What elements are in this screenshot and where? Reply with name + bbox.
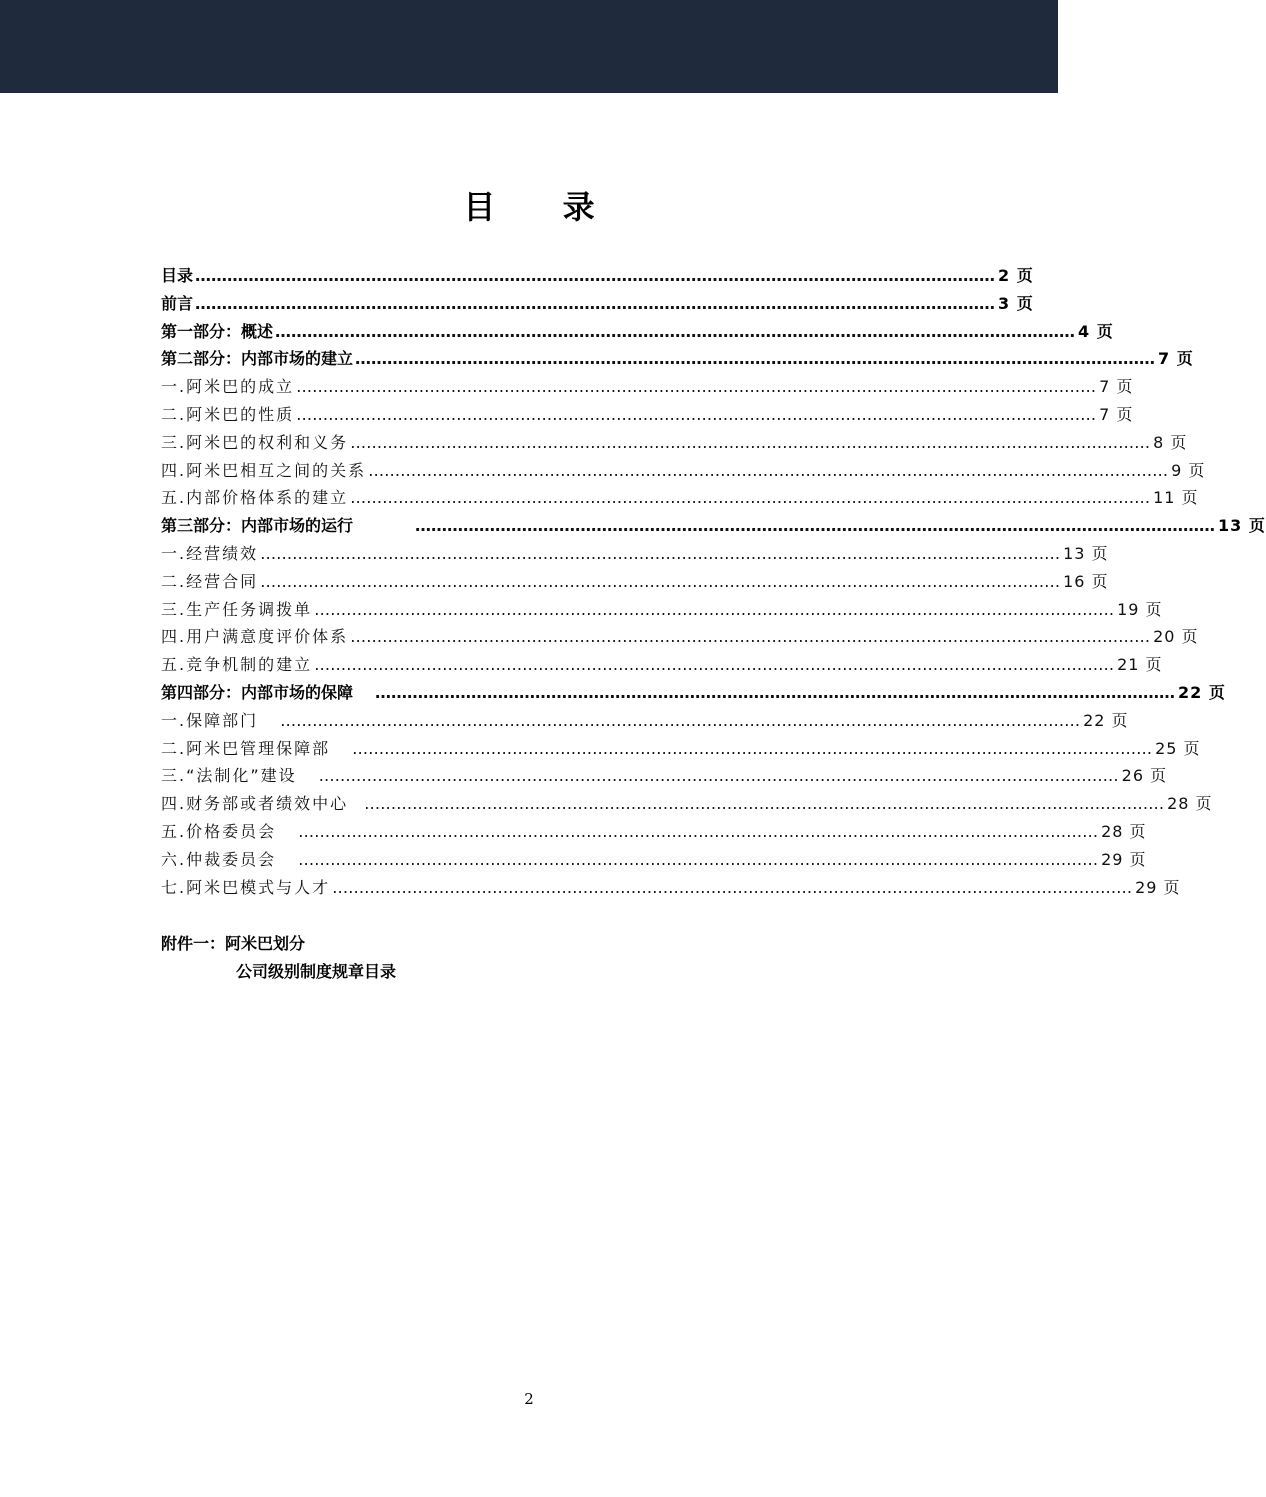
toc-entry[interactable]: [161, 679, 1226, 707]
toc-entry-leader: ……………………………………………………………………………………………………………………………………: [355, 349, 1156, 369]
toc-entry[interactable]: [161, 846, 1147, 874]
toc-entry[interactable]: [161, 735, 1201, 763]
toc-entry-page: 26 页: [1121, 766, 1168, 786]
toc-entry[interactable]: [161, 345, 1194, 373]
toc-entry[interactable]: [161, 762, 1168, 790]
toc-entry-label: 第二部分：内部市场的建立: [161, 349, 354, 369]
toc-entry-page: 7 页: [1158, 349, 1194, 369]
toc-entry-leader: ……………………………………………………………………………………………………………………………………: [350, 488, 1151, 508]
toc-entry-leader: ……………………………………………………………………………………………………………………………………: [318, 766, 1119, 786]
toc-entry[interactable]: [161, 540, 1109, 568]
toc-entry-leader: ……………………………………………………………………………………………………………………………………: [260, 571, 1061, 591]
toc-entry-page: 4 页: [1078, 321, 1114, 341]
toc-entry-page: 13 页: [1063, 543, 1109, 563]
page-number: 2: [524, 1390, 534, 1408]
toc-entry[interactable]: [161, 318, 1114, 346]
toc-entry-label: 五.价格委员会: [161, 821, 277, 841]
toc-entry-label: 三.“法制化”建设: [161, 766, 297, 786]
toc-entry-page: 9 页: [1171, 460, 1206, 480]
toc-entry-page: 29 页: [1135, 877, 1181, 897]
toc-entry-label: 目录: [161, 266, 194, 285]
toc-entry-label: 一.阿米巴的成立: [161, 377, 295, 397]
toc-entry-leader: ……………………………………………………………………………………………………………………………………: [195, 293, 996, 313]
toc-entry-label: 二.经营合同: [161, 571, 259, 591]
toc-entry[interactable]: [161, 818, 1147, 846]
header-bar: [0, 0, 1058, 93]
toc-entry-label: 五.竞争机制的建立: [161, 655, 313, 675]
toc-entry-leader: ……………………………………………………………………………………………………………………………………: [314, 599, 1115, 619]
toc-entry-label: 四.阿米巴相互之间的关系: [161, 460, 367, 480]
toc-entry-leader: ……………………………………………………………………………………………………………………………………: [195, 266, 996, 285]
toc-entry-page: 28 页: [1101, 821, 1147, 841]
toc-entry-leader: ……………………………………………………………………………………………………………………………………: [350, 627, 1151, 647]
toc-entry-label: 七.阿米巴模式与人才: [161, 877, 331, 897]
toc-entry-label: 三.生产任务调拨单: [161, 599, 313, 619]
toc-entry[interactable]: [161, 290, 1034, 318]
toc-entry[interactable]: [161, 623, 1199, 651]
toc-entry-page: 13 页: [1218, 516, 1266, 536]
toc-entry-label: 前言: [161, 293, 194, 313]
toc-entry-leader: ……………………………………………………………………………………………………………………………………: [298, 849, 1099, 869]
toc-entry[interactable]: [161, 596, 1163, 624]
toc-entry-page: 29 页: [1101, 849, 1147, 869]
toc-entry-page: 7 页: [1099, 377, 1134, 397]
toc-entry[interactable]: [161, 651, 1163, 679]
toc-entry-page: 8 页: [1153, 432, 1188, 452]
toc-entry-page: 20 页: [1153, 627, 1199, 647]
toc-entry-label: 第四部分：内部市场的保障: [161, 682, 354, 702]
appendix: [161, 930, 396, 986]
toc-entry-page: 19 页: [1117, 599, 1163, 619]
toc-entry-leader: ……………………………………………………………………………………………………………………………………: [368, 460, 1169, 480]
toc-entry-leader: ……………………………………………………………………………………………………………………………………: [375, 682, 1176, 702]
toc-entry-label: 第一部分：概述: [161, 321, 274, 341]
toc-entry-page: 25 页: [1155, 738, 1201, 758]
toc-entry[interactable]: [161, 457, 1206, 485]
toc-entry-label: 四.用户满意度评价体系: [161, 627, 349, 647]
toc-entry[interactable]: [161, 568, 1109, 596]
toc-entry-leader: ……………………………………………………………………………………………………………………………………: [314, 655, 1115, 675]
appendix-line-1: 附件一：阿米巴划分: [161, 934, 306, 953]
toc-entry-label: 四.财务部或者绩效中心: [161, 794, 349, 814]
toc-entry[interactable]: [161, 484, 1199, 512]
toc-entry-label: 一.经营绩效: [161, 543, 259, 563]
page-title: 目 录: [463, 188, 623, 226]
toc-entry-leader: ……………………………………………………………………………………………………………………………………: [352, 738, 1153, 758]
toc-entry-label: 一.保障部门: [161, 710, 259, 730]
toc-entry-page: 22 页: [1178, 682, 1226, 702]
toc-entry-page: 3 页: [998, 293, 1034, 313]
toc-entry-leader: ……………………………………………………………………………………………………………………………………: [350, 432, 1151, 452]
toc-entry[interactable]: [161, 262, 1034, 290]
toc-entry-leader: ……………………………………………………………………………………………………………………………………: [296, 404, 1097, 424]
toc-entry-leader: ……………………………………………………………………………………………………………………………………: [280, 710, 1081, 730]
toc-entry-page: 16 页: [1063, 571, 1109, 591]
toc-entry-leader: ……………………………………………………………………………………………………………………………………: [415, 516, 1216, 536]
toc-entry-leader: ……………………………………………………………………………………………………………………………………: [296, 377, 1097, 397]
toc-entry-page: 21 页: [1117, 655, 1163, 675]
toc-entry-leader: ……………………………………………………………………………………………………………………………………: [364, 794, 1165, 814]
toc-entry[interactable]: [161, 429, 1188, 457]
toc-entry-leader: ……………………………………………………………………………………………………………………………………: [275, 321, 1076, 341]
toc-entry[interactable]: [161, 401, 1134, 429]
toc-entry-page: 2 页: [998, 266, 1034, 285]
toc-entry-label: 第三部分：内部市场的运行: [161, 516, 354, 536]
toc-entry-label: 六.仲裁委员会: [161, 849, 277, 869]
toc-entry-leader: ……………………………………………………………………………………………………………………………………: [298, 821, 1099, 841]
toc-entry-leader: ……………………………………………………………………………………………………………………………………: [260, 543, 1061, 563]
toc-entry-leader: ……………………………………………………………………………………………………………………………………: [332, 877, 1133, 897]
toc-entry-page: 22 页: [1083, 710, 1129, 730]
toc-entry-label: 三.阿米巴的权利和义务: [161, 432, 349, 452]
toc-entry[interactable]: [161, 790, 1213, 818]
table-of-contents: [161, 262, 1266, 901]
toc-entry-label: 二.阿米巴的性质: [161, 404, 295, 424]
toc-entry-page: 11 页: [1153, 488, 1199, 508]
toc-entry-page: 28 页: [1167, 794, 1213, 814]
toc-entry[interactable]: [161, 874, 1181, 902]
toc-entry[interactable]: [161, 707, 1129, 735]
toc-entry[interactable]: [161, 373, 1134, 401]
toc-entry[interactable]: [161, 512, 1266, 540]
appendix-line-2: 公司级别制度规章目录: [236, 962, 397, 981]
toc-entry-label: 二.阿米巴管理保障部: [161, 738, 331, 758]
toc-entry-label: 五.内部价格体系的建立: [161, 488, 349, 508]
toc-entry-page: 7 页: [1099, 404, 1134, 424]
